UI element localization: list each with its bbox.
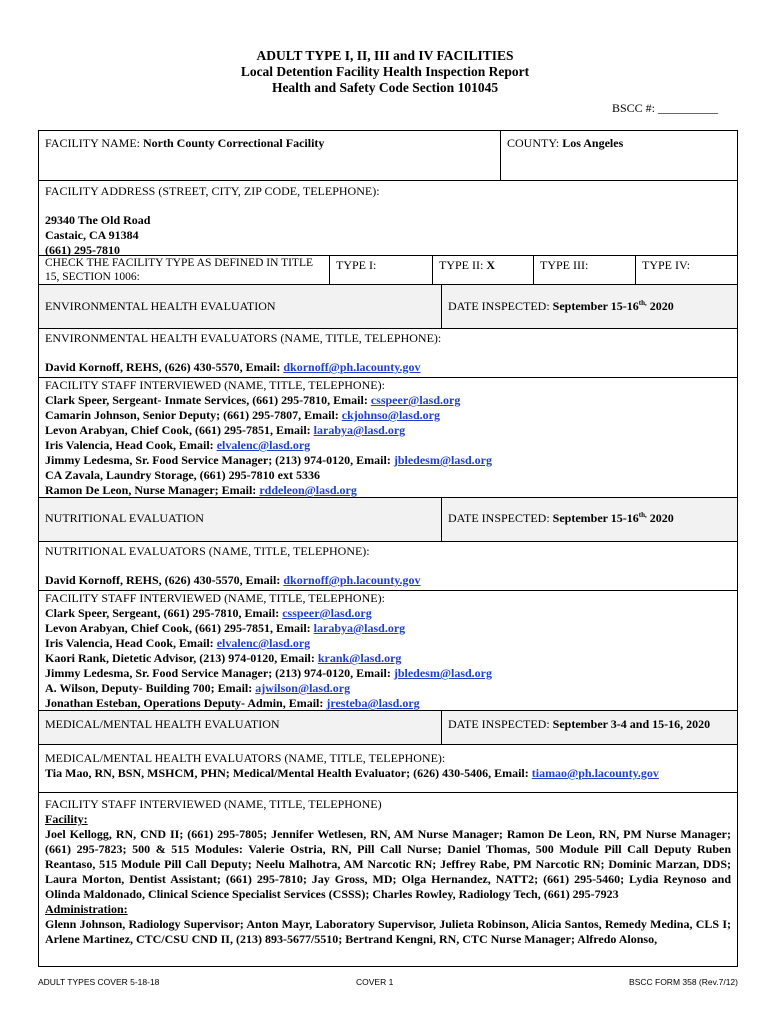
nutr-staff-text: Levon Arabyan, Chief Cook, (661) 295-7851, Email:	[45, 621, 314, 635]
env-staff-text: Jimmy Ledesma, Sr. Food Service Manager; (213) 974-0120, Email:	[45, 453, 394, 467]
env-date-label: DATE INSPECTED:	[448, 299, 550, 313]
env-staff-text: Clark Speer, Sergeant- Inmate Services, (661) 295-7810, Email:	[45, 393, 371, 407]
nutr-evaluator-email-link[interactable]: dkornoff@ph.lacounty.gov	[283, 573, 421, 587]
med-admin-staff: Glenn Johnson, Radiology Supervisor; Anton Mayr, Laboratory Supervisor, Julieta Robinson, Alicia Santos, Remedy Medina, CLS I; Arlene Martinez, CTC/CSU CND II, (213) 893-5677/5510; Bertrand Kengni, RN, CTC Nurse Manager; Alfredo Alonso,	[45, 917, 731, 946]
env-staff-list	[45, 393, 731, 498]
nutr-staff-email-link[interactable]: jresteba@lasd.org	[326, 696, 420, 710]
nutr-date-year: 2020	[649, 511, 674, 525]
nutr-evaluator: David Kornoff, REHS, (626) 430-5570, Email: dkornoff@ph.lacounty.gov	[45, 573, 421, 587]
env-staff-label: FACILITY STAFF INTERVIEWED (NAME, TITLE, TELEPHONE):	[45, 378, 385, 392]
type-ii-label: TYPE II:	[439, 258, 484, 272]
nutr-staff-text: A. Wilson, Deputy- Building 700; Email:	[45, 681, 256, 695]
env-evaluators-block	[39, 329, 737, 377]
env-staff-text: Ramon De Leon, Nurse Manager; Email:	[45, 483, 260, 497]
footer-left: ADULT TYPES COVER 5-18-18	[38, 977, 160, 987]
env-date-cell	[442, 285, 737, 328]
med-staff-block	[39, 793, 737, 966]
nutr-date-suffix: th,	[638, 511, 647, 519]
type-ii-cell	[433, 256, 534, 284]
nutr-staff-email-link[interactable]: elvalenc@lasd.org	[216, 636, 311, 650]
env-staff-email-link[interactable]: csspeer@lasd.org	[370, 393, 461, 407]
facility-address-block	[39, 181, 737, 255]
med-evaluators-block	[39, 745, 737, 793]
env-evaluator: David Kornoff, REHS, (626) 430-5570, Email: dkornoff@ph.lacounty.gov	[45, 360, 421, 374]
nutr-staff-entry	[45, 606, 731, 621]
nutr-staff-block	[39, 590, 737, 711]
env-staff-entry	[45, 468, 731, 483]
nutr-staff-entry	[45, 666, 731, 681]
facility-name-value: North County Correctional Facility	[143, 136, 325, 150]
nutr-staff-entry	[45, 621, 731, 636]
env-staff-entry	[45, 438, 731, 453]
env-date-suffix: th,	[638, 299, 647, 307]
env-date-value: September 15-16	[552, 299, 639, 313]
nutr-staff-entry	[45, 636, 731, 651]
med-facility-staff: Joel Kellogg, RN, CND II; (661) 295-7805; Jennifer Wetlesen, RN, AM Nurse Manager; Ramon De Leon, RN, PM Nurse Manager; (661) 295-7823; 500 & 515 Modules: Valerie Ostria, RN, Pill Call Nurse; Daniel Thomas, 500 Module Pill Call Deputy Ruben Reantaso, 515 Module Pill Call Deputy; Neelu Malhotra, AM Narcotic RN; Jeffrey Rabe, PM Narcotic RN; Dominic Marzan, DDS; Laura Morton, Dentist Assistant; (661) 295-7810; Jay Gross, MD; Olga Hernandez, NATT2; (661) 295-5460; Lydia Reynoso and Olinda Maldonado, Clinical Science Specialist Services (CSSS); Charles Rowley, Radiology Tech, (661) 295-7923	[45, 827, 731, 901]
nutr-staff-label: FACILITY STAFF INTERVIEWED (NAME, TITLE, TELEPHONE):	[45, 591, 385, 605]
nutr-title: NUTRITIONAL EVALUATION	[39, 498, 442, 541]
bscc-number: BSCC #: __________	[612, 101, 719, 115]
env-staff-email-link[interactable]: rddeleon@lasd.org	[259, 483, 357, 497]
env-evaluators-label: ENVIRONMENTAL HEALTH EVALUATORS (NAME, TITLE, TELEPHONE):	[45, 331, 442, 345]
nutr-date-cell	[442, 498, 737, 541]
facility-type-label: CHECK THE FACILITY TYPE AS DEFINED IN TITLE 15, SECTION 1006:	[39, 256, 330, 284]
type-iv-label: TYPE IV:	[642, 258, 691, 272]
nutr-staff-email-link[interactable]: jbledesm@lasd.org	[393, 666, 493, 680]
nutr-staff-text: Jonathan Esteban, Operations Deputy- Admin, Email:	[45, 696, 327, 710]
env-staff-text: Iris Valencia, Head Cook, Email:	[45, 438, 217, 452]
title-line-1: ADULT TYPE I, II, III and IV FACILITIES	[256, 48, 514, 63]
nutr-date-value: September 15-16	[552, 511, 639, 525]
title-line-2: Local Detention Facility Health Inspection Report	[240, 64, 530, 79]
footer-right: BSCC FORM 358 (Rev.7/12)	[629, 977, 738, 987]
nutr-staff-entry	[45, 696, 731, 711]
report-title	[0, 48, 770, 96]
nutr-staff-text: Clark Speer, Sergeant, (661) 295-7810, Email:	[45, 606, 283, 620]
nutr-staff-text: Iris Valencia, Head Cook, Email:	[45, 636, 217, 650]
facility-name-row	[39, 131, 737, 181]
env-staff-entry	[45, 408, 731, 423]
env-staff-text: Camarin Johnson, Senior Deputy; (661) 295-7807, Email:	[45, 408, 342, 422]
address-line-2: Castaic, CA 91384	[45, 228, 139, 242]
nutr-staff-list	[45, 606, 731, 711]
inspection-form	[38, 130, 738, 967]
env-staff-text: CA Zavala, Laundry Storage, (661) 295-7810 ext 5336	[45, 468, 320, 482]
med-staff-label: FACILITY STAFF INTERVIEWED (NAME, TITLE, TELEPHONE)	[45, 797, 382, 811]
type-iii-cell	[534, 256, 636, 284]
county-label: COUNTY:	[507, 136, 560, 150]
type-i-label: TYPE I:	[336, 258, 377, 272]
env-staff-entry	[45, 453, 731, 468]
facility-name-cell	[39, 131, 501, 180]
med-evaluator: Tia Mao, RN, BSN, MSHCM, PHN; Medical/Mental Health Evaluator; (626) 430-5406, Email: tiamao@ph.lacounty.gov	[45, 766, 659, 780]
env-staff-email-link[interactable]: ckjohnso@lasd.org	[341, 408, 440, 422]
address-label: FACILITY ADDRESS (STREET, CITY, ZIP CODE, TELEPHONE):	[45, 184, 380, 198]
type-iii-label: TYPE III:	[540, 258, 589, 272]
env-staff-email-link[interactable]: elvalenc@lasd.org	[216, 438, 311, 452]
med-facility-heading: Facility:	[45, 812, 88, 826]
env-staff-entry	[45, 483, 731, 498]
address-line-1: 29340 The Old Road	[45, 213, 151, 227]
med-header-row	[39, 711, 737, 745]
title-line-3: Health and Safety Code Section 101045	[271, 80, 499, 95]
env-staff-email-link[interactable]: larabya@lasd.org	[313, 423, 406, 437]
type-iv-cell	[636, 256, 737, 284]
env-header-row	[39, 285, 737, 329]
med-date-value: September 3-4 and 15-16, 2020	[552, 717, 711, 731]
county-value: Los Angeles	[562, 136, 624, 150]
nutr-header-row	[39, 498, 737, 542]
env-evaluator-email-link[interactable]: dkornoff@ph.lacounty.gov	[283, 360, 421, 374]
nutr-staff-email-link[interactable]: ajwilson@lasd.org	[255, 681, 351, 695]
county-cell	[501, 131, 737, 180]
env-staff-block	[39, 377, 737, 498]
env-staff-entry	[45, 423, 731, 438]
address-line-3: (661) 295-7810	[45, 243, 120, 257]
type-ii-checkmark: X	[486, 258, 495, 272]
med-date-label: DATE INSPECTED:	[448, 717, 550, 731]
nutr-staff-email-link[interactable]: krank@lasd.org	[317, 651, 402, 665]
env-title: ENVIRONMENTAL HEALTH EVALUATION	[39, 285, 442, 328]
med-admin-heading: Administration:	[45, 902, 128, 916]
nutr-staff-entry	[45, 651, 731, 666]
facility-type-row	[39, 255, 737, 285]
nutr-staff-email-link[interactable]: larabya@lasd.org	[313, 621, 406, 635]
nutr-staff-text: Jimmy Ledesma, Sr. Food Service Manager; (213) 974-0120, Email:	[45, 666, 394, 680]
med-evaluator-email-link[interactable]: tiamao@ph.lacounty.gov	[531, 766, 659, 780]
nutr-staff-text: Kaori Rank, Dietetic Advisor, (213) 974-0120, Email:	[45, 651, 318, 665]
nutr-evaluators-label: NUTRITIONAL EVALUATORS (NAME, TITLE, TELEPHONE):	[45, 544, 370, 558]
env-staff-entry	[45, 393, 731, 408]
nutr-staff-email-link[interactable]: csspeer@lasd.org	[282, 606, 372, 620]
env-staff-text: Levon Arabyan, Chief Cook, (661) 295-7851, Email:	[45, 423, 314, 437]
med-title: MEDICAL/MENTAL HEALTH EVALUATION	[39, 711, 442, 744]
nutr-date-label: DATE INSPECTED:	[448, 511, 550, 525]
med-evaluators-label: MEDICAL/MENTAL HEALTH EVALUATORS (NAME, TITLE, TELEPHONE):	[45, 751, 446, 765]
nutr-evaluators-block	[39, 542, 737, 590]
footer-center: COVER 1	[356, 977, 394, 987]
nutr-staff-entry	[45, 681, 731, 696]
med-date-cell	[442, 711, 737, 744]
type-i-cell	[330, 256, 433, 284]
facility-name-label: FACILITY NAME:	[45, 136, 140, 150]
env-staff-email-link[interactable]: jbledesm@lasd.org	[393, 453, 493, 467]
env-date-year: 2020	[649, 299, 674, 313]
